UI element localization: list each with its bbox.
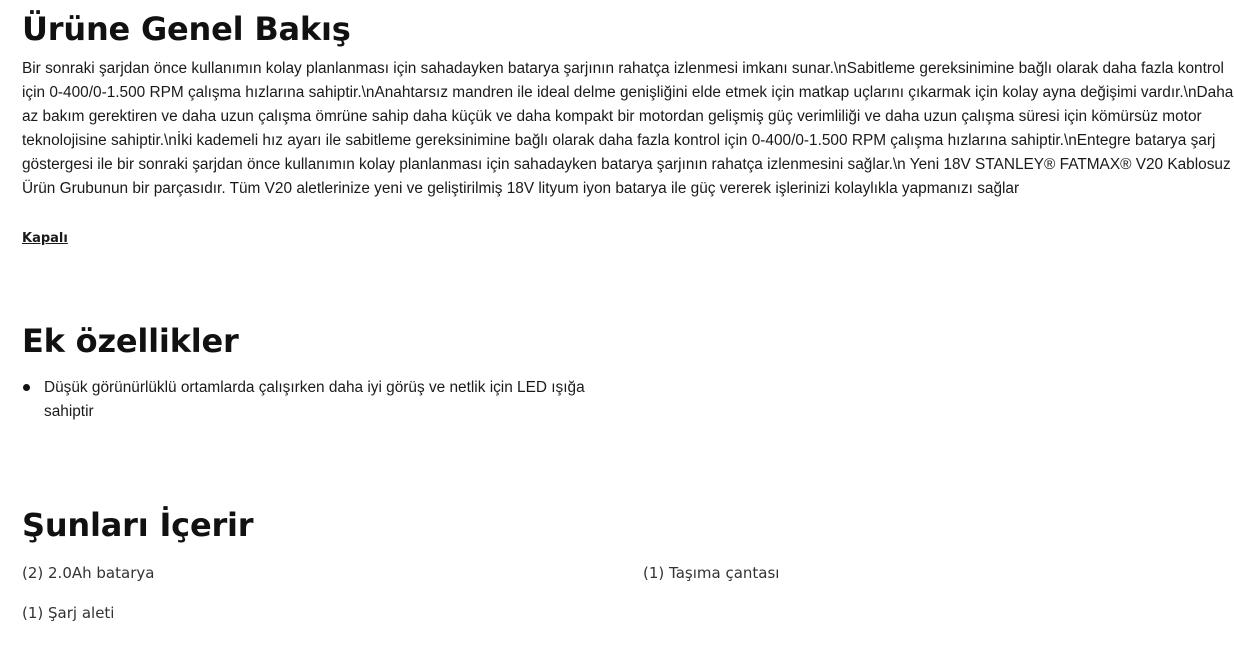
includes-heading: Şunları İçerir xyxy=(22,506,254,544)
bullet-icon xyxy=(23,384,30,391)
features-list xyxy=(22,376,622,424)
feature-item-text: Düşük görünürlüklü ortamlarda çalışırken daha iyi görüş ve netlik için LED ışığa sahiptir xyxy=(44,379,585,420)
include-item: (2) 2.0Ah batarya xyxy=(22,564,155,582)
include-item: (1) Taşıma çantası xyxy=(643,564,780,582)
overview-description: Bir sonraki şarjdan önce kullanımın kolay planlanması için sahadayken batarya şarjının rahatça izlenmesi imkanı sunar.\nSabitleme gereksinimine bağlı olarak daha fazla kontrol için 0-400/0-1.500 RPM çalışma hızlarına sahiptir.\nAnahtarsız mandren ile ideal delme genişliğini elde etmek için matkap uçlarını çıkarmak için kolay ayna değişimi vardır.\nDaha az bakım gerektiren ve daha uzun çalışma ömrüne sahip daha küçük ve daha kompakt bir motordan gelişmiş güç verimliliği ve daha uzun çalışma süresi için kömürsüz motor teknolojisine sahiptir.\nİki kademeli hız ayarı ile sabitleme gereksinimine bağlı olarak daha fazla kontrol için 0-400/0-1.500 RPM çalışma hızlarına sahiptir.\nEntegre batarya şarj göstergesi ile bir sonraki şarjdan önce kullanımın kolay planlanması için sahadayken batarya şarjının rahatça izlenmesini sağlar.\n Yeni 18V STANLEY® FATMAX® V20 Kablosuz Ürün Grubunun bir parçasıdır. Tüm V20 aletlerinize yeni ve geliştirilmiş 18V lityum iyon batarya ile güç vererek işlerinizi kolaylıkla yapmanızı sağlar xyxy=(22,60,1234,197)
feature-item xyxy=(22,376,622,424)
collapse-toggle-link[interactable]: Kapalı xyxy=(22,231,68,246)
overview-heading: Ürüne Genel Bakış xyxy=(22,10,351,48)
includes-list xyxy=(22,561,1234,631)
include-item: (1) Şarj aleti xyxy=(22,604,115,622)
features-heading: Ek özellikler xyxy=(22,322,239,360)
